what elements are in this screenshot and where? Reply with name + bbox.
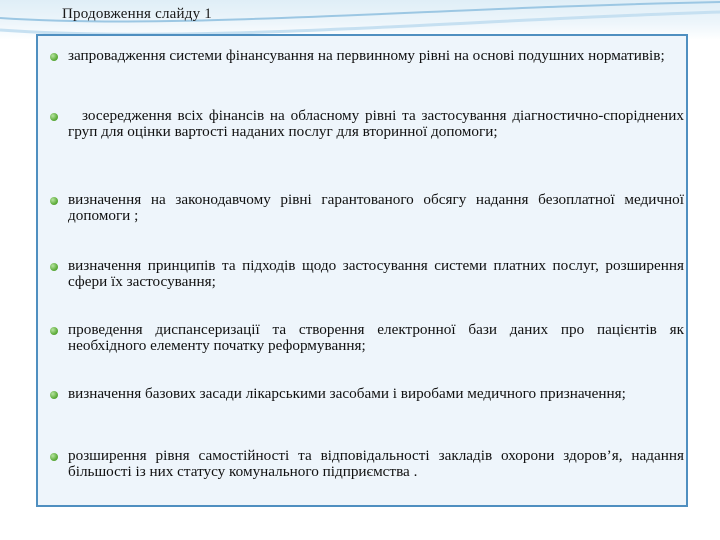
- bullet-text: визначення принципів та підходів щодо застосування системи платних послуг, розширення сфери їх застосування;: [68, 257, 684, 290]
- bullet-icon: [50, 263, 58, 271]
- bullet-text: розширення рівня самостійності та відповідальності закладів охорони здоров’я, надання більшості із них статусу комунального підприємства .: [68, 447, 684, 480]
- bullet-text: проведення диспансеризації та створення електронної бази даних про пацієнтів як необхідного елементу початку реформування;: [68, 321, 684, 354]
- bullet-icon: [50, 53, 58, 61]
- slide-title: Продовження слайду 1: [62, 6, 212, 22]
- bullet-icon: [50, 113, 58, 121]
- bullet-icon: [50, 327, 58, 335]
- bullet-icon: [50, 197, 58, 205]
- bullet-item: [38, 108, 690, 140]
- bullet-item: [38, 448, 690, 480]
- bullet-icon: [50, 453, 58, 461]
- bullet-item: [38, 48, 690, 64]
- bullet-item: [38, 258, 690, 290]
- bullet-icon: [50, 391, 58, 399]
- bullet-item: [38, 322, 690, 354]
- bullet-text: визначення на законодавчому рівні гарантованого обсягу надання безоплатної медичної допомоги ;: [68, 191, 684, 224]
- content-panel: [36, 34, 688, 507]
- bullet-text: зосередження всіх фінансів на обласному рівні та застосування діагностично-споріднених груп для оцінки вартості наданих послуг для вторинної допомоги;: [68, 107, 684, 140]
- bullet-text: запровадження системи фінансування на первинному рівні на основі подушних нормативів;: [68, 47, 665, 64]
- bullet-item: [38, 192, 690, 224]
- bullet-item: [38, 386, 690, 402]
- bullet-text: визначення базових засади лікарськими засобами і виробами медичного призначення;: [68, 385, 626, 402]
